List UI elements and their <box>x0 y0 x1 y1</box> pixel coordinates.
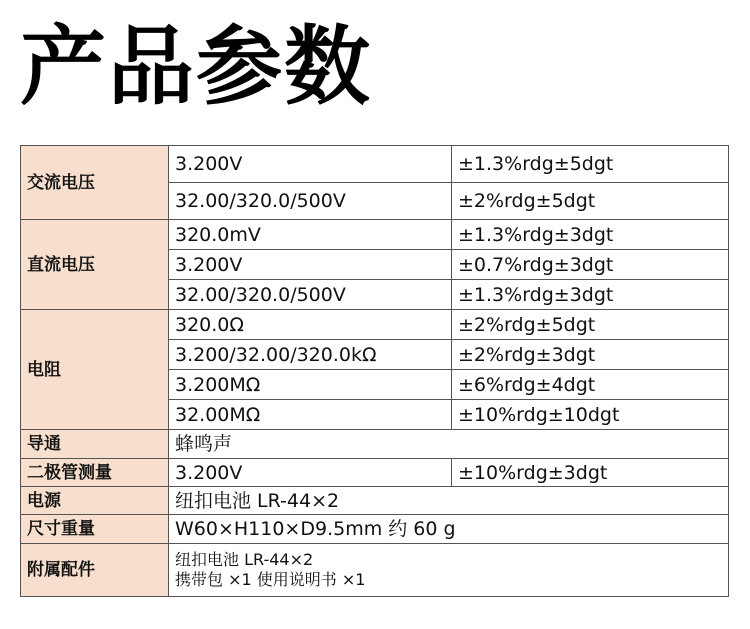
range-cell: 3.200/32.00/320.0kΩ <box>169 340 452 370</box>
row-label-power: 电源 <box>21 487 169 515</box>
range-cell: 320.0Ω <box>169 310 452 340</box>
row-label-dc-voltage: 直流电压 <box>21 220 169 310</box>
table-row <box>21 544 729 597</box>
accuracy-cell: ±0.7%rdg±3dgt <box>452 250 729 280</box>
table-row <box>21 146 729 183</box>
row-label-resistance: 电阻 <box>21 310 169 430</box>
row-label-size-weight: 尺寸重量 <box>21 515 169 544</box>
row-label-continuity: 导通 <box>21 430 169 459</box>
accuracy-cell: ±6%rdg±4dgt <box>452 370 729 400</box>
table-row <box>21 515 729 544</box>
accuracy-cell: ±10%rdg±10dgt <box>452 400 729 430</box>
accessories-line-1: 纽扣电池 LR-44×2 <box>175 550 314 569</box>
row-label-ac-voltage: 交流电压 <box>21 146 169 220</box>
value-cell: 蜂鸣声 <box>169 430 729 459</box>
accuracy-cell: ±2%rdg±5dgt <box>452 183 729 220</box>
row-label-accessories: 附属配件 <box>21 544 169 597</box>
table-row <box>21 487 729 515</box>
range-cell: 3.200V <box>169 250 452 280</box>
accuracy-cell: ±10%rdg±3dgt <box>452 459 729 487</box>
table-row <box>21 220 729 250</box>
table-row <box>21 459 729 487</box>
accuracy-cell: ±2%rdg±5dgt <box>452 310 729 340</box>
spec-table <box>20 145 729 597</box>
row-label-diode: 二极管测量 <box>21 459 169 487</box>
range-cell: 3.200V <box>169 146 452 183</box>
table-row <box>21 310 729 340</box>
value-cell: W60×H110×D9.5mm 约 60 g <box>169 515 729 544</box>
range-cell: 32.00MΩ <box>169 400 452 430</box>
table-row <box>21 430 729 459</box>
value-cell: 纽扣电池 LR-44×2 <box>169 487 729 515</box>
accuracy-cell: ±2%rdg±3dgt <box>452 340 729 370</box>
accuracy-cell: ±1.3%rdg±3dgt <box>452 220 729 250</box>
range-cell: 3.200V <box>169 459 452 487</box>
range-cell: 32.00/320.0/500V <box>169 183 452 220</box>
range-cell: 32.00/320.0/500V <box>169 280 452 310</box>
accuracy-cell: ±1.3%rdg±3dgt <box>452 280 729 310</box>
range-cell: 3.200MΩ <box>169 370 452 400</box>
range-cell: 320.0mV <box>169 220 452 250</box>
accessories-line-2: 携带包 ×1 使用说明书 ×1 <box>175 570 366 589</box>
accuracy-cell: ±1.3%rdg±5dgt <box>452 146 729 183</box>
value-cell <box>169 544 729 597</box>
page-title: 产品参数 <box>20 17 372 117</box>
